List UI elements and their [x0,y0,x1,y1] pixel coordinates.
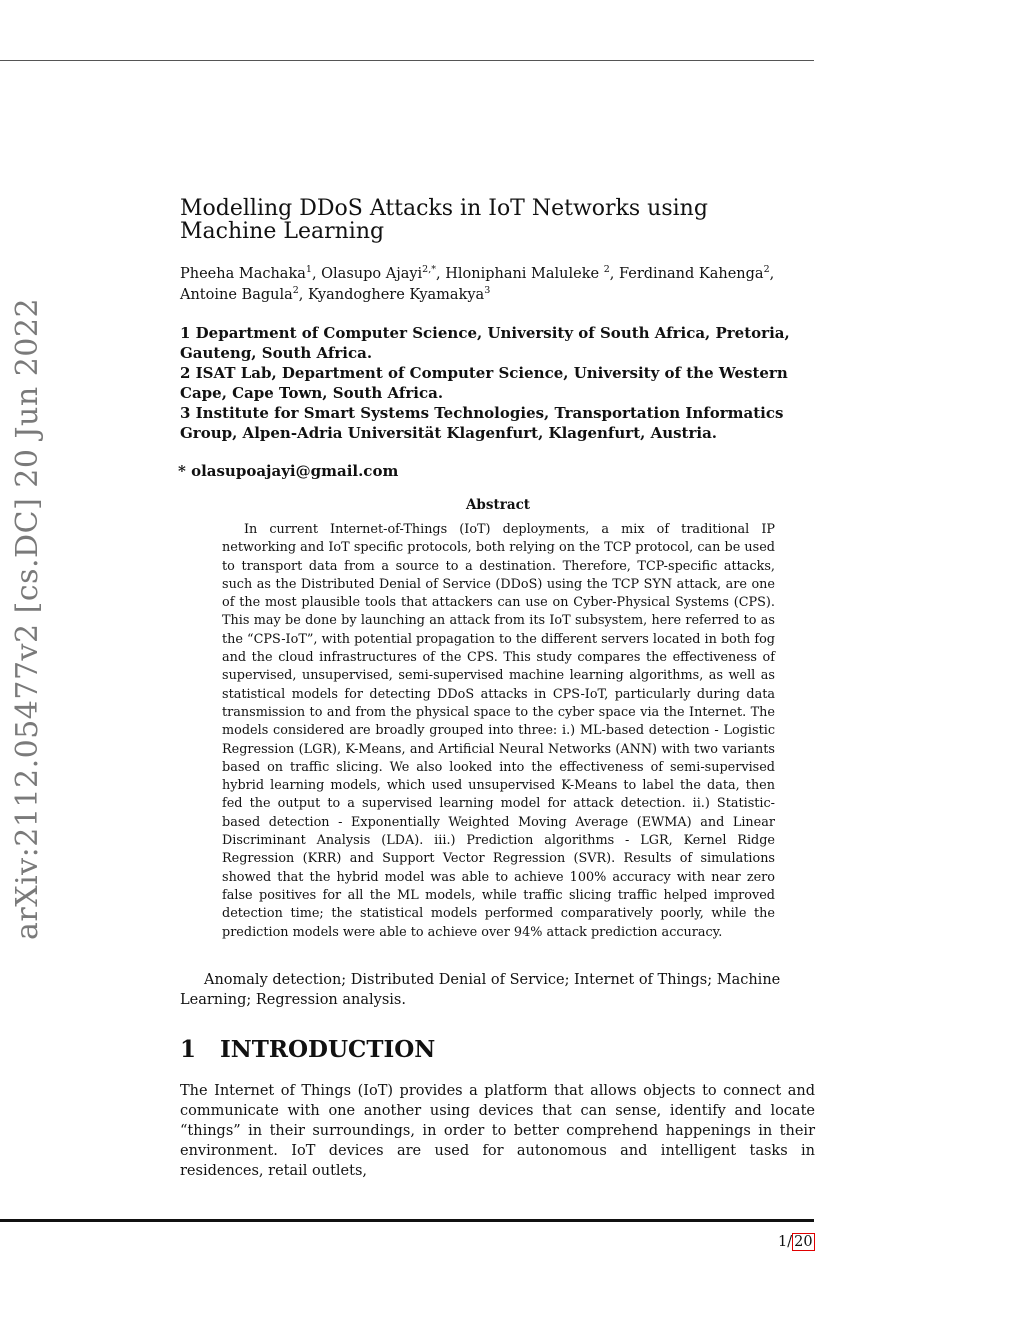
affiliation-1: 1 Department of Computer Science, University of South Africa, Pretoria, Gauteng, South Africa. [180,324,790,362]
author: Hloniphani Maluleke [445,266,604,282]
affiliation-3: 3 Institute for Smart Systems Technologies, Transportation Informatics Group, Alpen-Adria Universität Klagenfurt, Klagenfurt, Austria. [180,404,784,442]
affiliation-2: 2 ISAT Lab, Department of Computer Science, University of the Western Cape, Cape Town, South Africa. [180,364,788,402]
author: Olasupo Ajayi [321,266,423,282]
author-affiliation-mark: 2 [763,264,770,276]
author: Ferdinand Kahenga [619,266,764,282]
author-affiliation-mark: 2,* [422,264,436,276]
arxiv-stamp: arXiv:2112.05477v2 [cs.DC] 20 Jun 2022 [10,297,45,940]
author-affiliation-mark: 1 [305,264,312,276]
abstract-heading: Abstract [465,497,531,513]
abstract-text: In current Internet-of-Things (IoT) deployments, a mix of traditional IP networking and IoT specific protocols, both relying on the TCP protocol, can be used to transport data from a source to a destination. Therefore, TCP-specific attacks, such as the Distributed Denial of Service (DDoS) using the TCP SYN attack, are one of the most plausible tools that attackers can use on Cyber-Physical Systems (CPS). This may be done by launching an attack from its IoT subsystem, here referred to as the “CPS-IoT”, with potential propagation to the different servers located in both fog and the cloud infrastructures of the CPS. This study compares the effectiveness of supervised, unsupervised, semi-supervised machine learning algorithms, as well as statistical models for detecting DDoS attacks in CPS-IoT, particularly during data transmission to and from the physical space to the cyber space via the Internet. The models considered are broadly grouped into three: i.) ML-based detection - Logistic Regression (LGR), K-Means, and Artificial Neural Networks (ANN) with two variants based on traffic slicing. We also looked into the effectiveness of semi-supervised hybrid learning models, which used unsupervised K-Means to label the data, then fed the output to a supervised learning model for attack detection. ii.) Statistic-based detection - Exponentially Weighted Moving Average (EWMA) and Linear Discriminant Analysis (LDA). iii.) Prediction algorithms - LGR, Kernel Ridge Regression (KRR) and Support Vector Regression (SVR). Results of simulations showed that the hybrid model was able to achieve 100% accuracy with near zero false positives for all the ML models, while traffic slicing traffic helped improved detection time; the statistical models performed comparatively poorly, while the prediction models were able to achieve over 94% attack prediction accuracy. [222,522,775,940]
section-title: INTRODUCTION [220,1036,436,1063]
author-affiliation-mark: 2 [603,264,610,276]
section-heading [180,1036,435,1063]
top-rule [0,60,814,61]
intro-paragraph: The Internet of Things (IoT) provides a platform that allows objects to connect and communicate with one another using devices that can sense, identify and locate “things” in their surroundings, in order to better comprehend happenings in their environment. IoT devices are used for autonomous and intelligent tasks in residences, retail outlets, [180,1083,815,1179]
author-separator: , [298,287,309,303]
page-current: 1 [778,1234,788,1250]
section-number: 1 [180,1036,197,1063]
keywords: Anomaly detection; Distributed Denial of Service; Internet of Things; Machine Learning; Regression analysis. [180,972,781,1008]
author: Kyandoghere Kyamakya [308,287,485,303]
author-affiliation-mark: 3 [484,285,491,297]
author-separator: , [436,266,446,282]
page-separator: / [787,1234,793,1250]
author-affiliation-mark: 2 [292,285,299,297]
author: Antoine Bagula [180,287,293,303]
author-list [180,264,810,306]
affiliations [180,323,820,443]
corresponding-email: * olasupoajayi@gmail.com [178,462,399,480]
author-separator: , [769,266,775,282]
paper-title: Modelling DDoS Attacks in IoT Networks using Machine Learning [180,196,708,244]
page-number [778,1233,815,1251]
bottom-rule [0,1219,814,1222]
author-separator: , [311,266,322,282]
page-total-link[interactable]: 20 [794,1234,813,1250]
author: Pheeha Machaka [180,266,306,282]
author-separator: , [609,266,619,282]
